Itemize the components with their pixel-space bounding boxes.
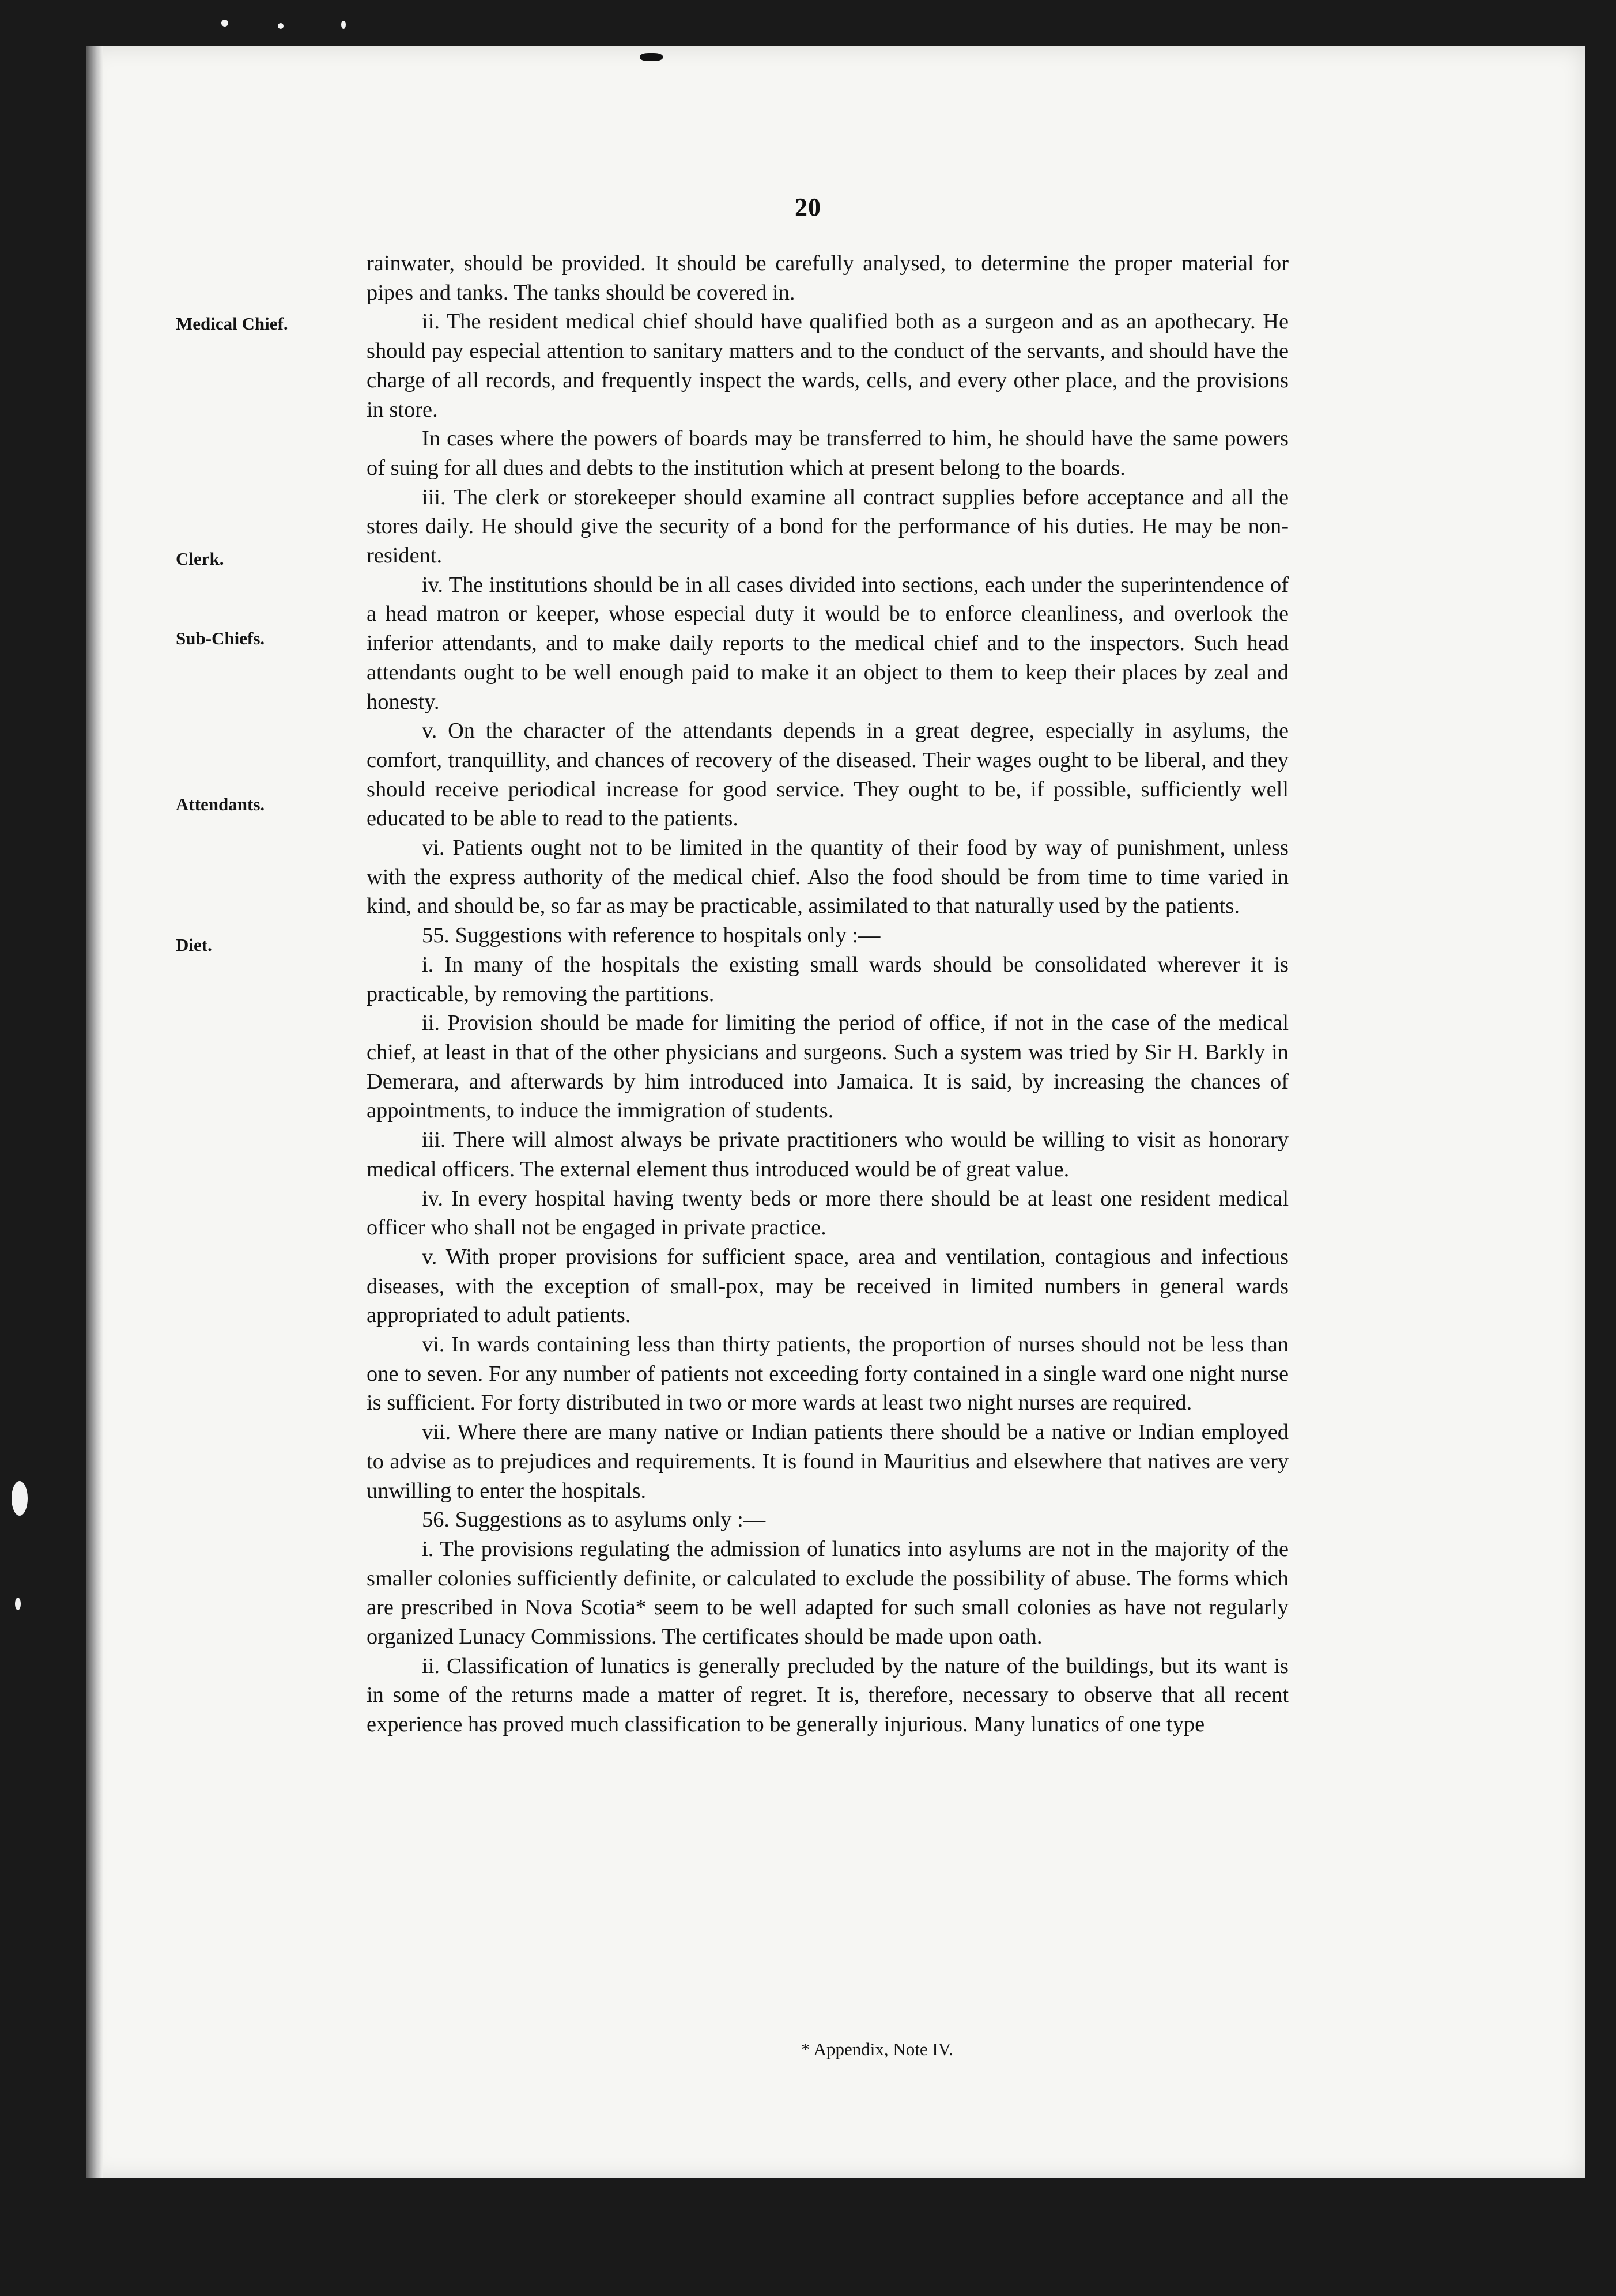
paragraph: iii. There will almost always be private practitioners who would be willing to visit as honorary medical officers. The external element thus introduced would be of great value. <box>367 1128 1289 1181</box>
paragraph: ii. Classification of lunatics is generally precluded by the nature of the buildings, but its want is in some of the returns made a matter of regret. It is, therefore, necessary to observe that all recent experience has proved much classification to be generally injurious. Many lunatics of one type <box>367 1653 1289 1737</box>
section-heading: 55. Suggestions with reference to hospitals only :— <box>422 923 881 948</box>
page-binding-shadow <box>86 46 103 2178</box>
paragraph: iv. In every hospital having twenty beds or more there should be at least one resident medical officer who shall not be engaged in private practice. <box>367 1186 1289 1240</box>
paragraph: v. With proper provisions for sufficient space, area and ventilation, contagious and infectious diseases, with the exception of small-pox, may be received in limited numbers in general wards appropriated to adult patients. <box>367 1244 1289 1328</box>
body-text <box>367 249 1289 1739</box>
paragraph: ii. Provision should be made for limiting the period of office, if not in the case of the medical chief, at least in that of the other physicians and surgeons. Such a system was tried by Sir H. Barkly in Demerara, and afterwards by him introduced into Jamaica. It is said, by increasing the chances of appointments, to induce the immigration of students. <box>367 1011 1289 1123</box>
scan-speck <box>15 1598 21 1610</box>
paragraph: iv. The institutions should be in all cases divided into sections, each under the superintendence of a head matron or keeper, whose especial duty it would be to enforce cleanliness, and overlook the inferior attendants, and to make daily reports to the medical chief and to the inspectors. Such head attendants ought to be well enough paid to make it an object to them to keep their places by zeal and honesty. <box>367 572 1289 714</box>
footnote: * Appendix, Note IV. <box>801 2039 953 2059</box>
paragraph: i. The provisions regulating the admission of lunatics into asylums are not in the majority of the smaller colonies sufficiently definite, or calculated to exclude the possibility of abuse. The forms which are prescribed in Nova Scotia* seem to be well adapted for such small colonies as have not regularly organized Lunacy Commissions. The certificates should be made upon oath. <box>367 1536 1289 1649</box>
ink-smudge <box>640 53 663 61</box>
paragraph: vi. Patients ought not to be limited in the quantity of their food by way of punishment, unless with the express authority of the medical chief. Also the food should be from time to time varied in kind, and should be, so far as may be practicable, assimilated to that naturally used by the patients. <box>367 836 1289 919</box>
paragraph: vii. Where there are many native or Indian patients there should be a native or Indian employed to advise as to prejudices and requirements. It is found in Mauritius and elsewhere that natives are very unwilling to enter the hospitals. <box>367 1420 1289 1503</box>
margin-note-medical-chief: Medical Chief. <box>176 314 288 334</box>
paragraph: vi. In wards containing less than thirty patients, the proportion of nurses should not be less than one to seven. For any number of patients not exceeding forty contained in a single ward one night nurse is sufficient. For forty distributed in two or more wards at least two night nurses are required. <box>367 1332 1289 1415</box>
page-number: 20 <box>795 193 821 221</box>
scan-speck <box>12 1481 28 1516</box>
paragraph: rainwater, should be provided. It should be carefully analysed, to determine the proper material for pipes and tanks. The tanks should be covered in. <box>367 251 1289 305</box>
margin-note-diet: Diet. <box>176 935 212 955</box>
scan-speck <box>341 21 346 29</box>
margin-note-clerk: Clerk. <box>176 549 224 569</box>
paragraph: iii. The clerk or storekeeper should examine all contract supplies before acceptance and all the stores daily. He should give the security of a bond for the performance of his duties. He may be non-resident. <box>367 485 1289 568</box>
scan-speck <box>278 23 284 29</box>
margin-note-attendants: Attendants. <box>176 794 265 814</box>
paragraph: In cases where the powers of boards may be transferred to him, he should have the same powers of suing for all dues and debts to the institution which at present belong to the boards. <box>367 426 1289 480</box>
paragraph: v. On the character of the attendants depends in a great degree, especially in asylums, the comfort, tranquillity, and chances of recovery of the diseased. Their wages ought to be liberal, and they should receive periodical increase for good service. They ought to be, if possible, sufficiently well educated to be able to read to the patients. <box>367 719 1289 831</box>
paragraph: ii. The resident medical chief should have qualified both as a surgeon and as an apothecary. He should pay especial attention to sanitary matters and to the conduct of the servants, and should have the charge of all records, and frequently inspect the wards, cells, and every other place, and the provisions in store. <box>367 309 1289 422</box>
scan-speck <box>221 20 228 27</box>
paragraph: i. In many of the hospitals the existing small wards should be consolidated wherever it is practicable, by removing the partitions. <box>367 952 1289 1006</box>
margin-note-sub-chiefs: Sub-Chiefs. <box>176 628 265 648</box>
section-heading: 56. Suggestions as to asylums only :— <box>422 1508 766 1532</box>
